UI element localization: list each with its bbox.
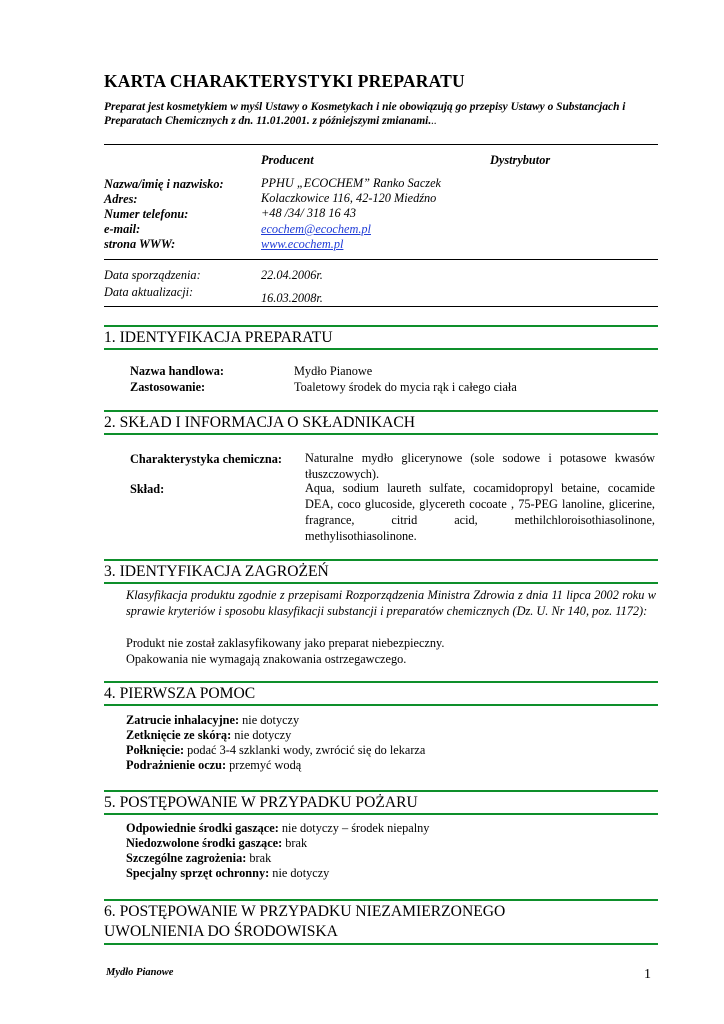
composition-label: Skład:: [130, 482, 165, 496]
section-1-heading: 1. IDENTYFIKACJA PREPARATU: [104, 325, 658, 350]
first-aid-item: Podrażnienie oczu: przemyć wodą: [126, 758, 302, 772]
document-title: KARTA CHARAKTERYSTYKI PREPARATU: [104, 71, 465, 91]
producer-address: Kolaczkowice 116, 42-120 Miedźno: [261, 191, 437, 205]
producer-phone: +48 /34/ 318 16 43: [261, 206, 357, 220]
chemical-characteristics-label: Charakterystyka chemiczna:: [130, 452, 282, 466]
fire-item: Niedozwolone środki gaszące: brak: [126, 836, 308, 850]
producer-www-link[interactable]: www.ecochem.pl: [261, 237, 344, 251]
dates-bottom-rule: [104, 306, 658, 307]
first-aid-item: Połknięcie: podać 3-4 szklanki wody, zwrócić się do lekarza: [126, 743, 426, 757]
first-aid-item: Zatrucie inhalacyjne: nie dotyczy: [126, 713, 300, 727]
document-subtitle: Preparat jest kosmetykiem w myśl Ustawy o Kosmetykach i nie obowiązują go przepisy Ustawy o Substancjach i Preparatach Chemicznych z dn. 11.01.2001. z późniejszymi zmianami...: [104, 101, 626, 127]
producer-name: PPHU „ECOCHEM” Ranko Saczek: [261, 176, 441, 190]
composition-value: Aqua, sodium laureth sulfate, cocamidopropyl betaine, cocamide DEA, coco glucoside, glycereth cocoate , 75-PEG lanoline, glicerine, fragrance, citrid acid, methilchloroisothiasolinone, methylisothiasolinone.: [305, 481, 655, 543]
usage-value: Toaletowy środek do mycia rąk i całego ciała: [294, 380, 517, 394]
label-name: Nazwa/imię i nazwisko:: [104, 177, 224, 191]
section-3-heading: 3. IDENTYFIKACJA ZAGROŻEŃ: [104, 559, 658, 584]
fire-item: Specjalny sprzęt ochronny: nie dotyczy: [126, 866, 330, 880]
first-aid-item: Zetknięcie ze skórą: nie dotyczy: [126, 728, 292, 742]
trade-name-label: Nazwa handlowa:: [130, 364, 224, 378]
updated-date-value: 16.03.2008r.: [261, 291, 323, 305]
updated-date-label: Data aktualizacji:: [104, 285, 194, 299]
not-dangerous-statement: Produkt nie został zaklasyfikowany jako preparat niebezpieczny.: [126, 636, 445, 650]
distributor-column-header: Dystrybutor: [490, 153, 551, 167]
label-www: strona WWW:: [104, 237, 176, 251]
producer-email-link[interactable]: ecochem@ecochem.pl: [261, 222, 371, 236]
label-email: e-mail:: [104, 222, 141, 236]
label-address: Adres:: [104, 192, 138, 206]
usage-label: Zastosowanie:: [130, 380, 206, 394]
created-date-value: 22.04.2006r.: [261, 268, 323, 282]
chemical-characteristics-value: Naturalne mydło glicerynowe (sole sodowe i potasowe kwasów tłuszczowych).: [305, 451, 655, 481]
trade-name-value: Mydło Pianowe: [294, 364, 373, 378]
section-2-heading: 2. SKŁAD I INFORMACJA O SKŁADNIKACH: [104, 410, 658, 435]
created-date-label: Data sporządzenia:: [104, 268, 201, 282]
contacts-top-rule: [104, 144, 658, 145]
section-5-heading: 5. POSTĘPOWANIE W PRZYPADKU POŻARU: [104, 790, 658, 815]
label-phone: Numer telefonu:: [104, 207, 189, 221]
producer-column-header: Producent: [261, 153, 314, 167]
fire-item: Szczególne zagrożenia: brak: [126, 851, 272, 865]
footer-product-name: Mydło Pianowe: [106, 967, 174, 978]
page-number: 1: [644, 967, 651, 982]
packaging-statement: Opakowania nie wymagają znakowania ostrzegawczego.: [126, 652, 407, 666]
fire-item: Odpowiednie środki gaszące: nie dotyczy – środek niepalny: [126, 821, 430, 835]
section-6-heading: 6. POSTĘPOWANIE W PRZYPADKU NIEZAMIERZONEGO UWOLNIENIA DO ŚRODOWISKA: [104, 899, 658, 945]
dates-top-rule: [104, 259, 658, 260]
section-4-heading: 4. PIERWSZA POMOC: [104, 681, 658, 706]
classification-paragraph: Klasyfikacja produktu zgodnie z przepisami Rozporządzenia Ministra Zdrowia z dnia 11 lipca 2002 roku w sprawie kryteriów i sposobu klasyfikacji substancji i preparatów chemicznych (Dz. U. Nr 140, poz. 1172):: [126, 588, 656, 618]
